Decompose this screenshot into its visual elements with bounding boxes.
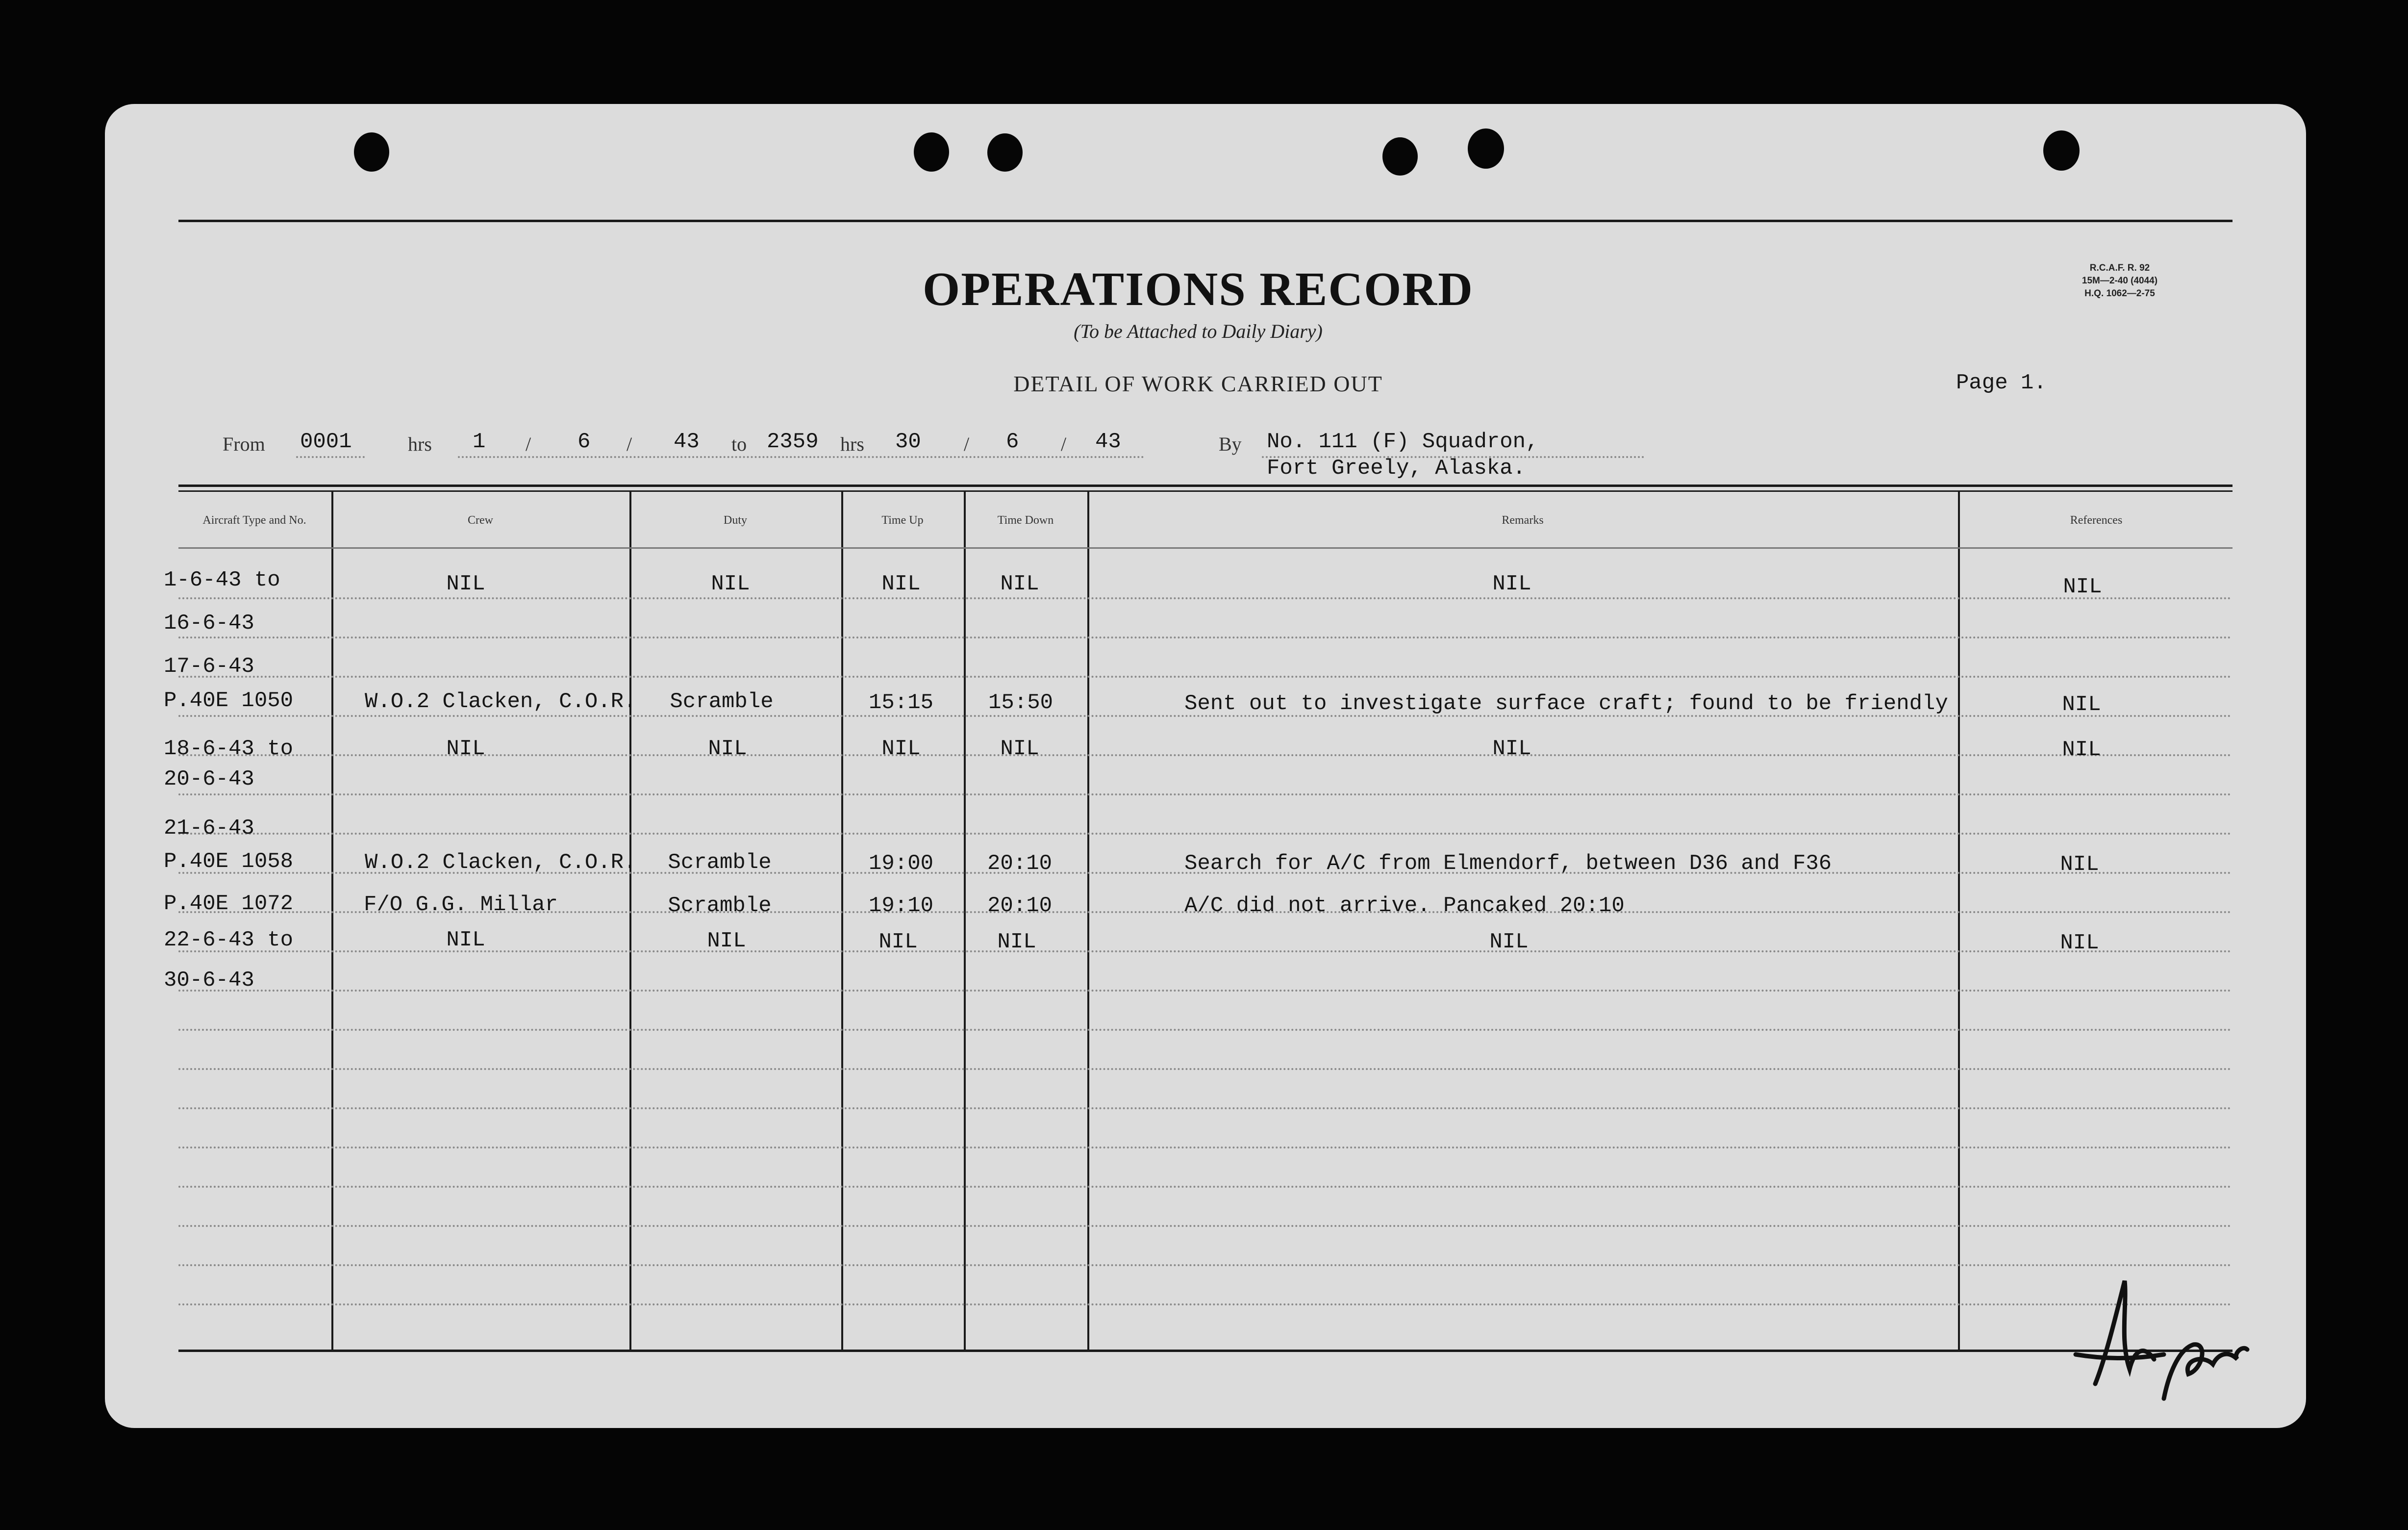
column-header-time-down: Time Down <box>997 514 1054 527</box>
cell-aircraft: 21-6-43 <box>164 816 254 841</box>
ruled-line <box>178 833 2232 835</box>
from-month: 6 <box>577 430 591 454</box>
cell-time-down: 20:10 <box>987 893 1053 918</box>
ruled-line <box>178 1147 2232 1148</box>
cell-references: NIL <box>2062 738 2101 762</box>
cell-crew: NIL <box>446 737 485 761</box>
cell-time-up: NIL <box>881 737 921 761</box>
punch-hole <box>914 132 949 172</box>
cell-crew: W.O.2 Clacken, C.O.R. <box>365 850 637 875</box>
cell-time-down: NIL <box>997 930 1036 954</box>
cell-crew: W.O.2 Clacken, C.O.R. <box>365 689 637 714</box>
cell-time-down: NIL <box>1000 572 1039 596</box>
cell-remarks: NIL <box>1492 737 1531 761</box>
ruled-line <box>178 1068 2232 1070</box>
period-line <box>458 456 1144 458</box>
form-reference <box>2076 262 2164 300</box>
operations-record-card <box>105 104 2306 1428</box>
cell-references: NIL <box>2060 931 2099 955</box>
cell-aircraft: 16-6-43 <box>164 611 254 636</box>
ruled-line <box>178 950 2232 952</box>
cell-duty: Scramble <box>668 893 772 918</box>
ruled-line <box>178 754 2232 756</box>
cell-aircraft: 1-6-43 to <box>164 568 280 592</box>
from-time-line <box>296 456 365 458</box>
cell-remarks: A/C did not arrive. Pancaked 20:10 <box>1184 893 1625 918</box>
column-divider <box>1958 490 1960 1350</box>
page-subtitle: (To be Attached to Daily Diary) <box>1074 320 1323 342</box>
column-header-time-up: Time Up <box>881 514 924 527</box>
from-time: 0001 <box>300 430 352 454</box>
unit-line-1: No. 111 (F) Squadron, <box>1267 430 1539 454</box>
date-separator: / <box>627 433 632 455</box>
page-number: Page 1. <box>1956 371 2047 395</box>
ruled-line <box>178 637 2232 638</box>
cell-aircraft: 30-6-43 <box>164 968 254 993</box>
cell-duty: Scramble <box>668 850 772 875</box>
cell-time-down: 20:10 <box>987 851 1053 876</box>
cell-duty: Scramble <box>670 689 774 714</box>
cell-time-up: 15:15 <box>868 690 934 715</box>
column-header-crew: Crew <box>468 514 493 527</box>
unit-line <box>1262 456 1644 458</box>
by-label: By <box>1219 433 1242 455</box>
cell-remarks: NIL <box>1492 572 1531 596</box>
cell-aircraft: 17-6-43 <box>164 654 254 679</box>
from-year: 43 <box>674 430 700 454</box>
punch-hole <box>354 132 389 172</box>
punch-hole <box>987 133 1023 172</box>
column-divider <box>629 490 631 1350</box>
cell-crew: NIL <box>446 928 485 952</box>
page-title: OPERATIONS RECORD <box>923 263 1474 316</box>
to-day: 30 <box>895 430 921 454</box>
cell-time-up: NIL <box>881 572 921 596</box>
table-bottom-rule <box>178 1350 2232 1352</box>
date-separator: / <box>1061 433 1067 455</box>
ruled-line <box>178 1029 2232 1031</box>
ruled-line <box>178 1303 2232 1305</box>
column-header-duty: Duty <box>724 514 747 527</box>
cell-aircraft: 22-6-43 to <box>164 928 294 952</box>
column-header-remarks: Remarks <box>1502 514 1544 527</box>
cell-crew: NIL <box>446 572 485 596</box>
column-divider <box>841 490 843 1350</box>
punch-hole <box>1468 128 1504 169</box>
cell-references: NIL <box>2060 852 2099 877</box>
punch-hole <box>2043 130 2080 171</box>
to-month: 6 <box>1006 430 1019 454</box>
ruled-line <box>178 1107 2232 1109</box>
column-divider <box>331 490 333 1350</box>
ruled-line <box>178 1225 2232 1227</box>
cell-aircraft: P.40E 1072 <box>164 892 294 916</box>
cell-duty: NIL <box>707 929 746 953</box>
ruled-line <box>178 597 2232 599</box>
date-separator: / <box>964 433 970 455</box>
ruled-line <box>178 1264 2232 1266</box>
form-ref-line: R.C.A.F. R. 92 <box>2089 263 2150 273</box>
ruled-line <box>178 676 2232 678</box>
to-time: 2359 <box>767 430 819 454</box>
cell-aircraft: P.40E 1058 <box>164 849 294 874</box>
header-rule <box>178 547 2232 549</box>
cell-duty: NIL <box>708 737 747 761</box>
form-ref-line: H.Q. 1062—2-75 <box>2084 288 2155 299</box>
ruled-line <box>178 1186 2232 1188</box>
column-header-aircraft: Aircraft Type and No. <box>202 514 306 527</box>
cell-aircraft: 20-6-43 <box>164 767 254 791</box>
handwritten-initials <box>2066 1261 2252 1408</box>
column-divider <box>964 490 966 1350</box>
cell-time-up: 19:00 <box>868 851 934 876</box>
from-label: From <box>223 433 265 455</box>
ruled-line <box>178 793 2232 795</box>
column-header-references: References <box>2070 514 2123 527</box>
ruled-line <box>178 990 2232 992</box>
cell-references: NIL <box>2062 692 2101 717</box>
to-label: to <box>731 433 747 455</box>
cell-time-up: NIL <box>878 930 918 954</box>
form-ref-line: 15M—2-40 (4044) <box>2082 276 2158 286</box>
table-top-rule <box>178 484 2232 487</box>
hrs-label: hrs <box>840 433 864 455</box>
cell-duty: NIL <box>711 572 750 596</box>
cell-remarks: Search for A/C from Elmendorf, between D36 and F36 <box>1184 851 1832 876</box>
cell-aircraft: P.40E 1050 <box>164 688 294 713</box>
detail-heading: DETAIL OF WORK CARRIED OUT <box>1013 371 1383 396</box>
hrs-label: hrs <box>408 433 432 455</box>
table-top-rule <box>178 490 2232 492</box>
cell-remarks: Sent out to investigate surface craft; found to be friendly <box>1184 691 1948 716</box>
date-separator: / <box>526 433 531 455</box>
cell-time-down: 15:50 <box>988 690 1054 715</box>
punch-hole <box>1382 137 1418 176</box>
cell-time-up: 19:10 <box>868 893 934 918</box>
to-year: 43 <box>1095 430 1121 454</box>
column-divider <box>1087 490 1089 1350</box>
cell-crew: F/O G.G. Millar <box>364 892 558 917</box>
cell-time-down: NIL <box>1000 737 1039 761</box>
cell-remarks: NIL <box>1489 930 1529 954</box>
top-rule <box>178 220 2232 222</box>
cell-aircraft: 18-6-43 to <box>164 737 294 761</box>
from-day: 1 <box>473 430 486 454</box>
cell-references: NIL <box>2063 575 2102 599</box>
unit-line-2: Fort Greely, Alaska. <box>1267 456 1526 481</box>
